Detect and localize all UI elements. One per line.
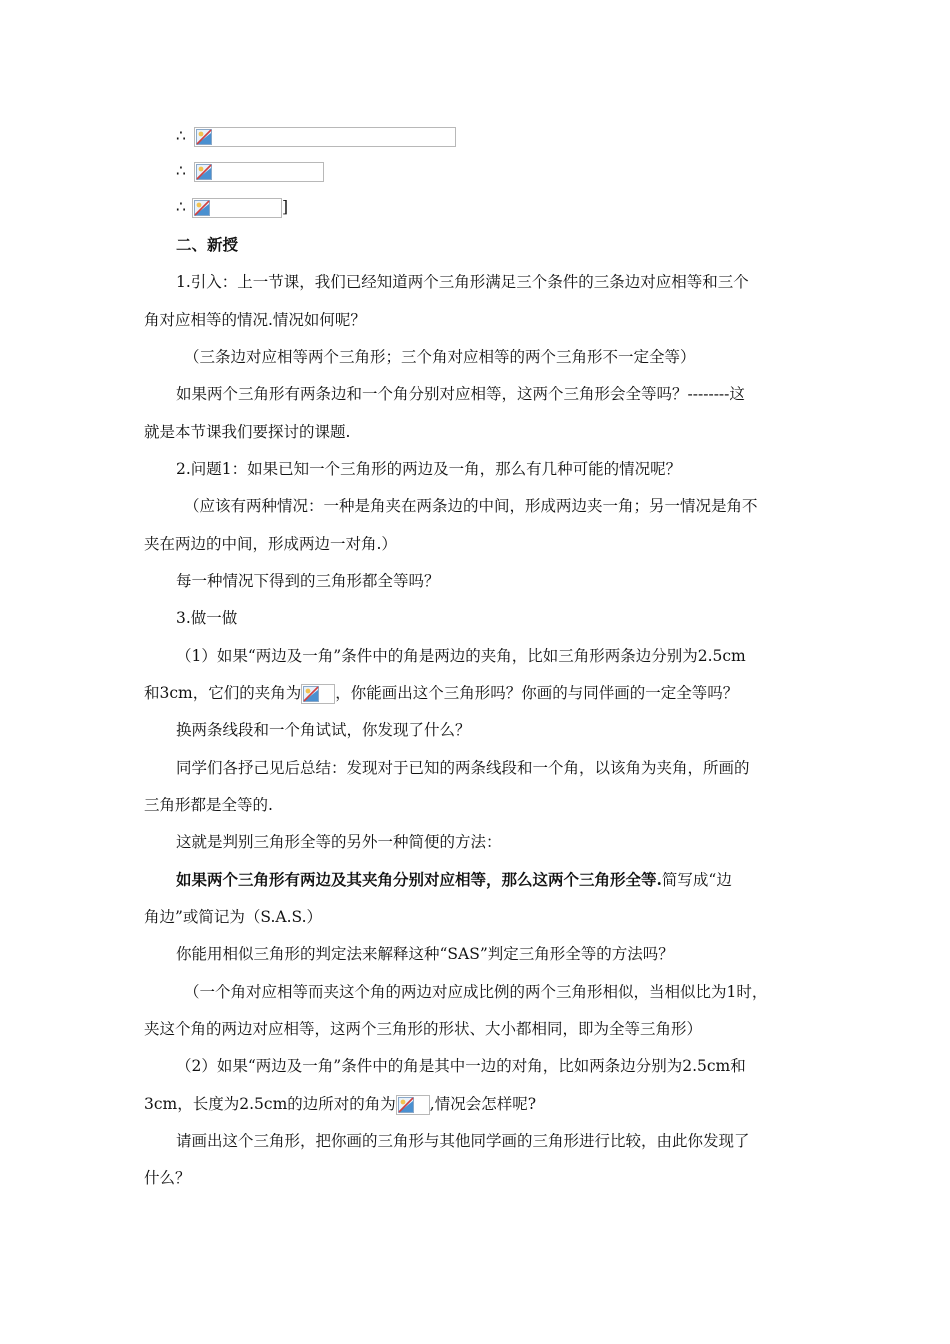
paragraph-with-image [144,1094,809,1115]
paragraph: （应该有两种情况：一种是角夹在两条边的中间，形成两边夹一角；另一情况是角不 [184,497,758,515]
broken-image-icon [303,686,319,702]
paragraph: 角边”或简记为（S.A.S.） [144,908,323,926]
paragraph: 2.问题1：如果已知一个三角形的两边及一角，那么有几种可能的情况呢？ [176,460,682,478]
paragraph: （三条边对应相等两个三角形；三个角对应相等的两个三角形不一定全等） [184,348,696,366]
paragraph: （一个角对应相等而夹这个角的两边对应成比例的两个三角形相似，当相似比为1时， [184,983,768,1001]
text: 和3cm，它们的夹角为 [144,684,302,702]
paragraph: （2）如果“两边及一角”条件中的角是其中一边的对角，比如两条边分别为2.5cm和 [176,1057,746,1075]
paragraph: 同学们各抒己见后总结：发现对于已知的两条线段和一个角，以该角为夹角，所画的 [176,759,750,777]
paragraph: 如果两个三角形有两条边和一个角分别对应相等，这两个三角形会全等吗？--------这 [176,385,745,403]
text: ，你能画出这个三角形吗？你画的与同伴画的一定全等吗？ [335,684,739,702]
broken-image-icon [398,1097,414,1113]
paragraph: 三角形都是全等的. [144,796,273,814]
paragraph: 这就是判别三角形全等的另外一种简便的方法： [176,833,502,851]
paragraph: 每一种情况下得到的三角形都全等吗？ [176,572,440,590]
paragraph-with-image [144,683,809,704]
paragraph: 3.做一做 [176,609,238,627]
paragraph: 换两条线段和一个角试试，你发现了什么？ [176,721,471,739]
paragraph: 请画出这个三角形，把你画的三角形与其他同学画的三角形进行比较，由此你发现了 [176,1132,750,1150]
broken-image-placeholder [194,162,324,182]
therefore-symbol: ∴ [176,162,186,180]
text: 3cm，长度为2.5cm的边所对的角为 [144,1095,396,1113]
broken-image-placeholder [194,127,456,147]
broken-image-icon [196,129,212,145]
paragraph: 角对应相等的情况.情况如何呢？ [144,311,366,329]
therefore-line-2 [176,161,841,182]
paragraph: 什么？ [144,1169,191,1187]
text: ,情况会怎样呢? [429,1095,537,1113]
therefore-symbol: ∴ [176,127,186,145]
therefore-line-1 [176,126,841,147]
broken-image-icon [196,164,212,180]
paragraph: 夹这个角的两边对应相等，这两个三角形的形状、大小都相同，即为全等三角形） [144,1020,703,1038]
paragraph: 夹在两边的中间，形成两边一对角.） [144,535,397,553]
paragraph: 你能用相似三角形的判定法来解释这种“SAS”判定三角形全等的方法吗？ [176,945,674,963]
paragraph-theorem [176,870,841,890]
paragraph: 1.引入：上一节课，我们已经知道两个三角形满足三个条件的三条边对应相等和三个 [176,273,749,291]
section-title: 二、新授 [176,235,239,254]
theorem-text: 如果两个三角形有两边及其夹角分别对应相等，那么这两个三角形全等. [176,870,662,889]
broken-image-placeholder [396,1095,430,1115]
broken-image-icon [194,200,210,216]
broken-image-placeholder [192,198,282,218]
text: 简写成“边 [661,871,732,889]
paragraph: 就是本节课我们要探讨的课题. [144,423,351,441]
trailing-bracket: ] [282,198,289,216]
therefore-line-3 [176,197,841,218]
therefore-symbol: ∴ [176,198,186,216]
broken-image-placeholder [301,684,335,704]
paragraph: （1）如果“两边及一角”条件中的角是两边的夹角，比如三角形两条边分别为2.5cm [176,647,746,665]
